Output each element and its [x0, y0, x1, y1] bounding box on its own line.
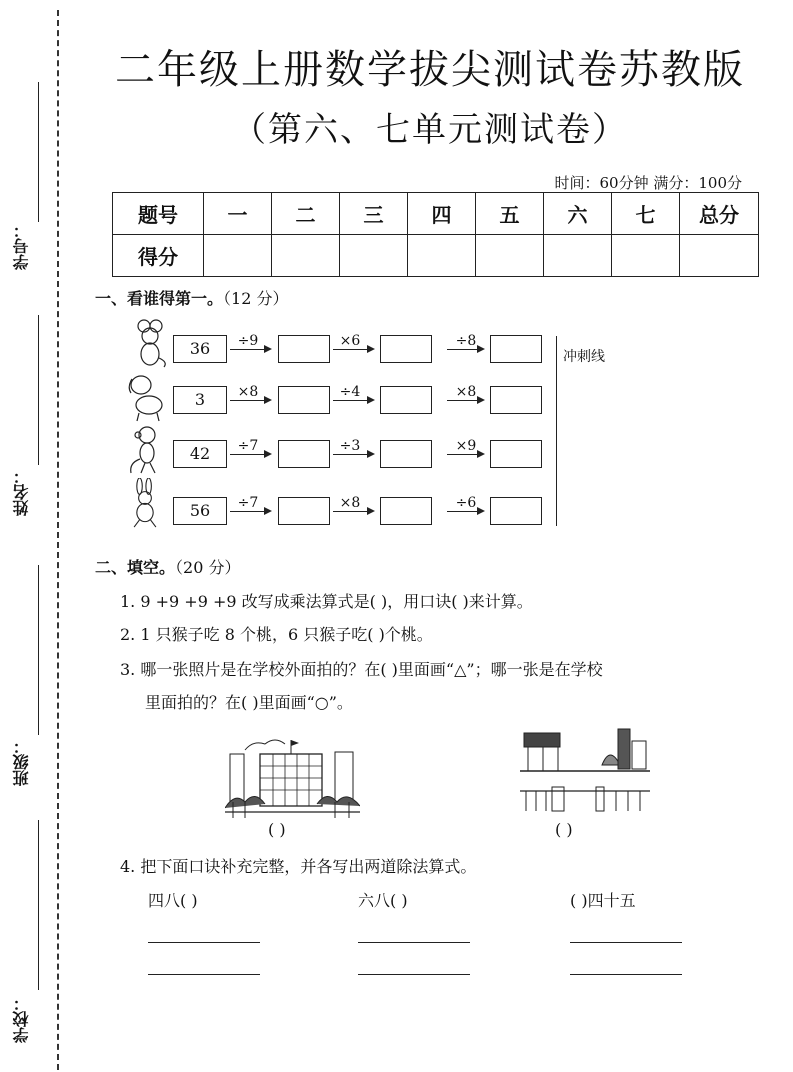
chain-start-box: 36: [173, 335, 227, 363]
question-2: 2. 1 只猴子吃 8 个桃，6 只猴子吃( )个桃。: [120, 625, 433, 644]
school-label: 学校：: [12, 995, 31, 1043]
chain-arrow: [230, 400, 270, 401]
chain-operation: ÷8: [455, 333, 477, 349]
answer-box[interactable]: [490, 386, 542, 414]
score-header-cell: 六: [544, 193, 612, 235]
answer-line[interactable]: [148, 942, 260, 943]
photo-answer-paren[interactable]: ( ): [268, 820, 286, 839]
section2-title: 二、填空。: [95, 558, 176, 577]
score-cell[interactable]: [544, 235, 612, 277]
answer-line[interactable]: [570, 942, 682, 943]
answer-box[interactable]: [380, 440, 432, 468]
binding-dashed-line: [57, 10, 59, 1070]
dog-icon: [125, 373, 165, 423]
chain-operation: ÷9: [237, 333, 259, 349]
time-score-info: 时间：60分钟 满分：100分: [554, 174, 742, 192]
chain-operation: ÷3: [339, 438, 361, 454]
score-cell[interactable]: [612, 235, 680, 277]
chain-operation: ÷6: [455, 495, 477, 511]
mouse-icon: [130, 318, 170, 368]
class-label: 班级：: [12, 738, 31, 786]
section2-points: （20 分）: [175, 558, 241, 577]
chain-arrow: [230, 454, 270, 455]
chain-arrow: [447, 511, 483, 512]
score-header-cell: 二: [272, 193, 340, 235]
finish-line-label: 冲刺线: [563, 349, 605, 365]
answer-box[interactable]: [380, 497, 432, 525]
answer-box[interactable]: [490, 440, 542, 468]
chain-arrow: [447, 400, 483, 401]
section2-heading: [95, 555, 240, 578]
chain-operation: ×8: [339, 495, 361, 511]
multiplication-rhyme-item: 四八( ): [148, 891, 198, 910]
monkey-icon: [125, 425, 165, 475]
question-1: 1. 9 +9 +9 +9 改写成乘法算式是( )，用口诀( )来计算。: [120, 592, 533, 611]
answer-line[interactable]: [358, 942, 470, 943]
multiplication-rhyme-item: 六八( ): [358, 891, 408, 910]
score-cell[interactable]: [476, 235, 544, 277]
chain-arrow: [333, 349, 373, 350]
score-table: [112, 192, 759, 277]
answer-box[interactable]: [380, 386, 432, 414]
score-row-label: 得分: [113, 235, 204, 277]
chain-arrow: [447, 454, 483, 455]
section1-title: 一、看谁得第一。: [95, 289, 224, 308]
answer-line[interactable]: [570, 974, 682, 975]
chain-arrow: [447, 349, 483, 350]
chain-operation: ×8: [237, 384, 259, 400]
chain-operation: ÷4: [339, 384, 361, 400]
photo-answer-paren[interactable]: ( ): [555, 820, 573, 839]
name-line: [38, 315, 39, 465]
answer-box[interactable]: [490, 335, 542, 363]
answer-line[interactable]: [358, 974, 470, 975]
student-no-line: [38, 82, 39, 222]
question-3-line2: 里面拍的？在( )里面画“○”。: [145, 693, 353, 712]
score-header-cell: 五: [476, 193, 544, 235]
chain-arrow: [230, 349, 270, 350]
score-cell[interactable]: [408, 235, 476, 277]
chain-operation: ×6: [339, 333, 361, 349]
chain-arrow: [230, 511, 270, 512]
answer-line[interactable]: [148, 974, 260, 975]
question-3-line1: 3. 哪一张照片是在学校外面拍的？在( )里面画“△”；哪一张是在学校: [120, 660, 603, 679]
page-title: 二年级上册数学拔尖测试卷苏教版: [115, 47, 745, 93]
multiplication-rhyme-item: ( )四十五: [570, 891, 636, 910]
question-4: 4. 把下面口诀补充完整，并各写出两道除法算式。: [120, 857, 477, 876]
score-header-cell: 三: [340, 193, 408, 235]
score-cell[interactable]: [204, 235, 272, 277]
answer-box[interactable]: [490, 497, 542, 525]
chain-arrow: [333, 454, 373, 455]
name-label: 姓名：: [12, 468, 31, 516]
school-outside-photo: [225, 732, 360, 820]
chain-start-box: 56: [173, 497, 227, 525]
rabbit-icon: [125, 478, 165, 528]
school-line: [38, 820, 39, 990]
chain-start-box: 3: [173, 386, 227, 414]
score-header-row: [113, 193, 759, 235]
section1-points: （12 分）: [223, 289, 289, 308]
school-inside-photo: [520, 725, 650, 813]
chain-operation: ÷7: [237, 438, 259, 454]
chain-start-box: 42: [173, 440, 227, 468]
score-header-cell: 题号: [113, 193, 204, 235]
score-cell[interactable]: [272, 235, 340, 277]
score-header-cell: 四: [408, 193, 476, 235]
score-header-cell: 总分: [680, 193, 759, 235]
score-cell[interactable]: [340, 235, 408, 277]
class-line: [38, 565, 39, 735]
chain-operation: ÷7: [237, 495, 259, 511]
chain-arrow: [333, 511, 373, 512]
finish-line: [556, 336, 557, 526]
student-no-label: 学号：: [12, 222, 31, 270]
page-subtitle: （第六、七单元测试卷）: [232, 110, 628, 150]
score-cell[interactable]: [680, 235, 759, 277]
section1-heading: [95, 286, 288, 309]
chain-operation: ×9: [455, 438, 477, 454]
score-header-cell: 一: [204, 193, 272, 235]
score-input-row: [113, 235, 759, 277]
chain-operation: ×8: [455, 384, 477, 400]
score-header-cell: 七: [612, 193, 680, 235]
chain-arrow: [333, 400, 373, 401]
answer-box[interactable]: [380, 335, 432, 363]
